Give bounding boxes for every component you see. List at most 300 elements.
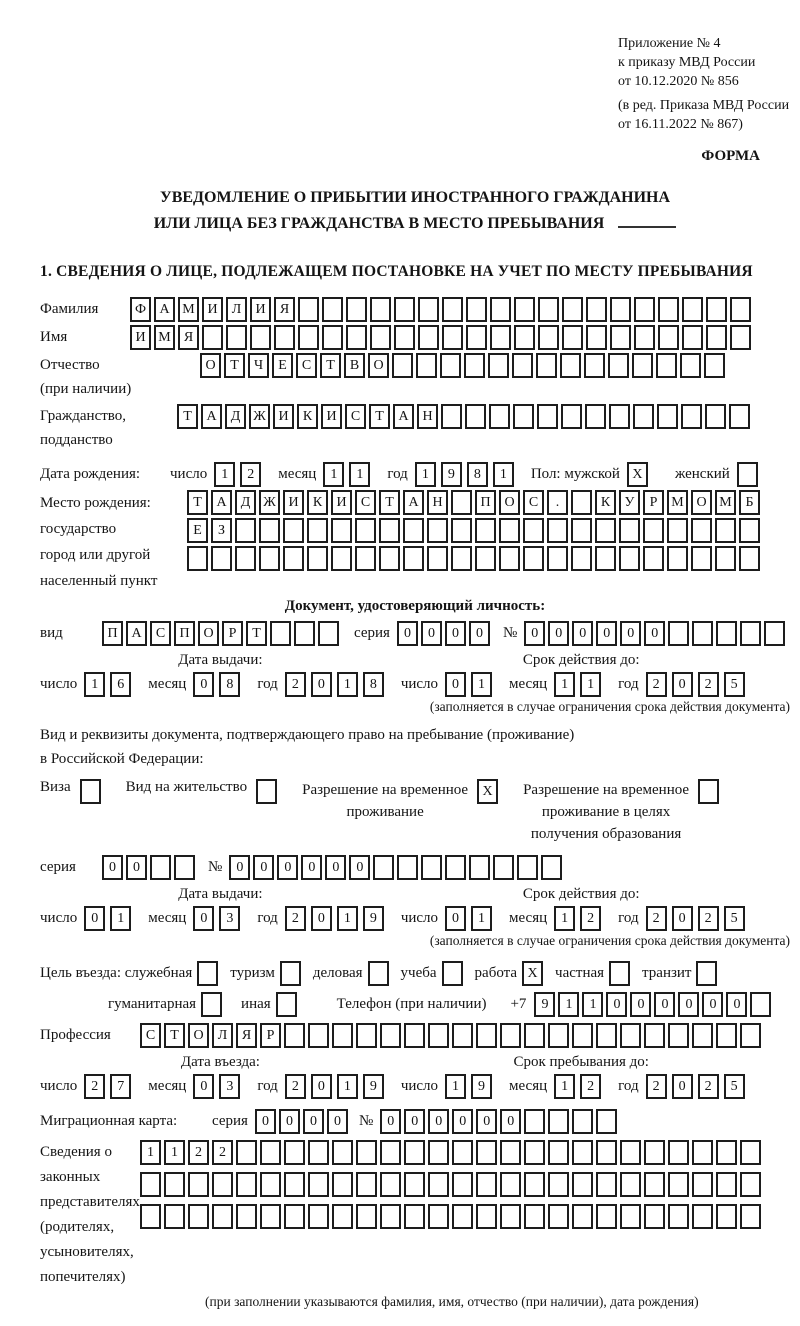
char-box[interactable] (475, 518, 496, 543)
char-box[interactable] (548, 1204, 569, 1229)
char-box[interactable] (452, 1172, 473, 1197)
char-box[interactable] (499, 518, 520, 543)
char-box[interactable] (392, 353, 413, 378)
char-box[interactable] (322, 297, 343, 322)
char-box[interactable] (620, 1023, 641, 1048)
char-box[interactable]: 0 (644, 621, 665, 646)
char-box[interactable]: З (211, 518, 232, 543)
char-box[interactable]: 1 (140, 1140, 161, 1165)
char-box[interactable] (373, 855, 394, 880)
char-box[interactable]: И (202, 297, 223, 322)
char-box[interactable]: Л (226, 297, 247, 322)
char-box[interactable] (260, 1172, 281, 1197)
char-box[interactable] (283, 546, 304, 571)
char-box[interactable] (322, 325, 343, 350)
char-box[interactable]: 0 (572, 621, 593, 646)
char-box[interactable]: 2 (188, 1140, 209, 1165)
char-box[interactable] (536, 353, 557, 378)
char-box[interactable] (692, 621, 713, 646)
char-box[interactable]: 8 (219, 672, 240, 697)
char-box[interactable] (308, 1204, 329, 1229)
char-box[interactable]: 0 (253, 855, 274, 880)
char-box[interactable] (475, 546, 496, 571)
char-box[interactable] (584, 353, 605, 378)
char-box[interactable]: 0 (84, 906, 105, 931)
char-box[interactable] (716, 1023, 737, 1048)
char-box[interactable]: 1 (323, 462, 344, 487)
char-box[interactable]: А (211, 490, 232, 515)
char-box[interactable]: 0 (469, 621, 490, 646)
char-box[interactable] (308, 1140, 329, 1165)
char-box[interactable]: Т (379, 490, 400, 515)
char-box[interactable]: И (283, 490, 304, 515)
char-box[interactable]: 2 (212, 1140, 233, 1165)
char-box[interactable] (284, 1023, 305, 1048)
char-box[interactable] (260, 1140, 281, 1165)
char-box[interactable]: С (345, 404, 366, 429)
char-box[interactable] (379, 518, 400, 543)
char-box[interactable] (451, 518, 472, 543)
char-box[interactable] (452, 1140, 473, 1165)
char-box[interactable]: Т (369, 404, 390, 429)
char-box[interactable]: . (547, 490, 568, 515)
char-box[interactable] (140, 1172, 161, 1197)
char-box[interactable]: О (691, 490, 712, 515)
char-box[interactable] (394, 297, 415, 322)
char-box[interactable] (609, 404, 630, 429)
char-box[interactable] (706, 297, 727, 322)
char-box[interactable] (370, 297, 391, 322)
char-box[interactable] (403, 518, 424, 543)
char-box[interactable]: П (102, 621, 123, 646)
char-box[interactable] (259, 546, 280, 571)
char-box[interactable]: Т (224, 353, 245, 378)
char-box[interactable] (737, 462, 758, 487)
char-box[interactable]: 0 (672, 672, 693, 697)
char-box[interactable] (619, 518, 640, 543)
char-box[interactable] (235, 518, 256, 543)
char-box[interactable]: 2 (580, 1074, 601, 1099)
char-box[interactable]: 9 (441, 462, 462, 487)
char-box[interactable]: Я (274, 297, 295, 322)
char-box[interactable] (730, 297, 751, 322)
char-box[interactable] (428, 1172, 449, 1197)
char-box[interactable] (608, 353, 629, 378)
char-box[interactable] (294, 621, 315, 646)
char-box[interactable] (595, 518, 616, 543)
char-box[interactable] (667, 546, 688, 571)
char-box[interactable] (633, 404, 654, 429)
char-box[interactable]: И (273, 404, 294, 429)
char-box[interactable] (548, 1109, 569, 1134)
char-box[interactable]: 5 (724, 906, 745, 931)
char-box[interactable] (632, 353, 653, 378)
char-box[interactable] (427, 546, 448, 571)
char-box[interactable] (644, 1172, 665, 1197)
char-box[interactable] (705, 404, 726, 429)
char-box[interactable]: Т (164, 1023, 185, 1048)
char-box[interactable]: 1 (554, 1074, 575, 1099)
char-box[interactable] (380, 1140, 401, 1165)
char-box[interactable]: 8 (363, 672, 384, 697)
char-box[interactable]: 0 (193, 672, 214, 697)
char-box[interactable]: Р (222, 621, 243, 646)
char-box[interactable]: 9 (534, 992, 555, 1017)
char-box[interactable]: 0 (102, 855, 123, 880)
char-box[interactable] (284, 1172, 305, 1197)
char-box[interactable] (691, 518, 712, 543)
char-box[interactable] (571, 490, 592, 515)
char-box[interactable]: Т (177, 404, 198, 429)
char-box[interactable]: 0 (303, 1109, 324, 1134)
char-box[interactable] (235, 546, 256, 571)
char-box[interactable] (560, 353, 581, 378)
char-box[interactable] (212, 1204, 233, 1229)
char-box[interactable] (236, 1140, 257, 1165)
char-box[interactable]: Н (417, 404, 438, 429)
char-box[interactable] (740, 1204, 761, 1229)
char-box[interactable]: Н (427, 490, 448, 515)
char-box[interactable]: 1 (337, 1074, 358, 1099)
char-box[interactable]: Р (643, 490, 664, 515)
char-box[interactable] (150, 855, 171, 880)
char-box[interactable] (586, 297, 607, 322)
char-box[interactable] (538, 325, 559, 350)
char-box[interactable] (80, 779, 101, 804)
char-box[interactable] (596, 1172, 617, 1197)
char-box[interactable] (493, 855, 514, 880)
char-box[interactable]: 2 (580, 906, 601, 931)
char-box[interactable]: X (627, 462, 648, 487)
char-box[interactable] (644, 1023, 665, 1048)
char-box[interactable] (466, 297, 487, 322)
char-box[interactable] (740, 621, 761, 646)
char-box[interactable] (572, 1109, 593, 1134)
char-box[interactable] (698, 779, 719, 804)
char-box[interactable]: 0 (548, 621, 569, 646)
char-box[interactable] (692, 1204, 713, 1229)
char-box[interactable]: 0 (500, 1109, 521, 1134)
char-box[interactable]: 1 (471, 906, 492, 931)
char-box[interactable] (572, 1140, 593, 1165)
char-box[interactable]: 0 (404, 1109, 425, 1134)
char-box[interactable]: 0 (193, 906, 214, 931)
char-box[interactable]: 2 (698, 906, 719, 931)
char-box[interactable] (397, 855, 418, 880)
char-box[interactable]: 3 (219, 906, 240, 931)
char-box[interactable] (524, 1140, 545, 1165)
char-box[interactable] (740, 1023, 761, 1048)
char-box[interactable] (197, 961, 218, 986)
char-box[interactable]: Е (272, 353, 293, 378)
char-box[interactable]: 1 (337, 906, 358, 931)
char-box[interactable]: 1 (84, 672, 105, 697)
char-box[interactable]: И (250, 297, 271, 322)
char-box[interactable] (260, 1204, 281, 1229)
char-box[interactable]: 0 (445, 621, 466, 646)
char-box[interactable] (331, 546, 352, 571)
char-box[interactable]: Ф (130, 297, 151, 322)
char-box[interactable]: 3 (219, 1074, 240, 1099)
char-box[interactable] (643, 546, 664, 571)
char-box[interactable] (524, 1172, 545, 1197)
char-box[interactable] (476, 1172, 497, 1197)
char-box[interactable]: Е (187, 518, 208, 543)
char-box[interactable]: И (130, 325, 151, 350)
char-box[interactable] (716, 1172, 737, 1197)
char-box[interactable] (548, 1140, 569, 1165)
char-box[interactable] (561, 404, 582, 429)
char-box[interactable] (523, 546, 544, 571)
char-box[interactable]: К (595, 490, 616, 515)
char-box[interactable] (658, 297, 679, 322)
char-box[interactable]: 0 (421, 621, 442, 646)
char-box[interactable] (716, 621, 737, 646)
char-box[interactable]: 1 (493, 462, 514, 487)
char-box[interactable] (595, 546, 616, 571)
char-box[interactable]: 0 (524, 621, 545, 646)
char-box[interactable]: Л (212, 1023, 233, 1048)
char-box[interactable] (355, 518, 376, 543)
char-box[interactable] (164, 1172, 185, 1197)
char-box[interactable] (188, 1204, 209, 1229)
char-box[interactable] (187, 546, 208, 571)
char-box[interactable] (585, 404, 606, 429)
char-box[interactable]: 2 (285, 1074, 306, 1099)
char-box[interactable] (259, 518, 280, 543)
char-box[interactable]: Ж (249, 404, 270, 429)
char-box[interactable]: 5 (724, 672, 745, 697)
char-box[interactable] (609, 961, 630, 986)
char-box[interactable] (332, 1140, 353, 1165)
char-box[interactable] (442, 297, 463, 322)
char-box[interactable]: 1 (415, 462, 436, 487)
char-box[interactable] (610, 297, 631, 322)
char-box[interactable] (318, 621, 339, 646)
char-box[interactable]: М (154, 325, 175, 350)
char-box[interactable] (691, 546, 712, 571)
char-box[interactable]: С (150, 621, 171, 646)
char-box[interactable] (404, 1172, 425, 1197)
char-box[interactable] (428, 1140, 449, 1165)
char-box[interactable]: 0 (445, 906, 466, 931)
char-box[interactable]: А (393, 404, 414, 429)
char-box[interactable]: П (475, 490, 496, 515)
char-box[interactable]: 0 (380, 1109, 401, 1134)
char-box[interactable] (394, 325, 415, 350)
char-box[interactable]: 0 (476, 1109, 497, 1134)
char-box[interactable] (380, 1172, 401, 1197)
char-box[interactable] (440, 353, 461, 378)
char-box[interactable] (514, 325, 535, 350)
char-box[interactable]: 0 (301, 855, 322, 880)
char-box[interactable] (596, 1109, 617, 1134)
char-box[interactable]: 0 (349, 855, 370, 880)
char-box[interactable]: 1 (580, 672, 601, 697)
char-box[interactable] (442, 325, 463, 350)
char-box[interactable] (730, 325, 751, 350)
char-box[interactable]: Я (236, 1023, 257, 1048)
char-box[interactable] (428, 1023, 449, 1048)
char-box[interactable]: 2 (646, 1074, 667, 1099)
char-box[interactable] (332, 1172, 353, 1197)
char-box[interactable] (283, 518, 304, 543)
char-box[interactable] (764, 621, 785, 646)
char-box[interactable] (740, 1140, 761, 1165)
char-box[interactable] (368, 961, 389, 986)
char-box[interactable]: 0 (672, 906, 693, 931)
char-box[interactable] (379, 546, 400, 571)
char-box[interactable] (596, 1023, 617, 1048)
char-box[interactable] (750, 992, 771, 1017)
char-box[interactable]: Д (225, 404, 246, 429)
char-box[interactable] (250, 325, 271, 350)
char-box[interactable]: Д (235, 490, 256, 515)
char-box[interactable] (562, 297, 583, 322)
char-box[interactable]: О (200, 353, 221, 378)
char-box[interactable]: 6 (110, 672, 131, 697)
char-box[interactable] (332, 1204, 353, 1229)
char-box[interactable] (256, 779, 277, 804)
char-box[interactable] (276, 992, 297, 1017)
char-box[interactable] (729, 404, 750, 429)
char-box[interactable]: 7 (110, 1074, 131, 1099)
char-box[interactable] (356, 1204, 377, 1229)
char-box[interactable] (140, 1204, 161, 1229)
char-box[interactable] (403, 546, 424, 571)
char-box[interactable] (668, 621, 689, 646)
char-box[interactable] (355, 546, 376, 571)
char-box[interactable] (682, 297, 703, 322)
char-box[interactable]: Ч (248, 353, 269, 378)
char-box[interactable]: 0 (327, 1109, 348, 1134)
char-box[interactable] (668, 1204, 689, 1229)
char-box[interactable] (416, 353, 437, 378)
char-box[interactable]: 1 (110, 906, 131, 931)
char-box[interactable] (620, 1140, 641, 1165)
char-box[interactable] (490, 297, 511, 322)
char-box[interactable] (308, 1023, 329, 1048)
char-box[interactable] (464, 353, 485, 378)
char-box[interactable]: О (198, 621, 219, 646)
char-box[interactable] (307, 518, 328, 543)
char-box[interactable]: 1 (471, 672, 492, 697)
char-box[interactable] (682, 325, 703, 350)
char-box[interactable]: К (307, 490, 328, 515)
char-box[interactable] (610, 325, 631, 350)
char-box[interactable] (547, 518, 568, 543)
char-box[interactable] (706, 325, 727, 350)
char-box[interactable] (517, 855, 538, 880)
char-box[interactable] (174, 855, 195, 880)
char-box[interactable]: П (174, 621, 195, 646)
char-box[interactable]: 0 (311, 1074, 332, 1099)
char-box[interactable]: 0 (620, 621, 641, 646)
char-box[interactable]: Я (178, 325, 199, 350)
char-box[interactable] (404, 1140, 425, 1165)
char-box[interactable] (380, 1023, 401, 1048)
char-box[interactable]: 0 (277, 855, 298, 880)
char-box[interactable]: 0 (702, 992, 723, 1017)
char-box[interactable] (346, 297, 367, 322)
char-box[interactable] (274, 325, 295, 350)
char-box[interactable]: 1 (582, 992, 603, 1017)
char-box[interactable] (476, 1023, 497, 1048)
char-box[interactable] (512, 353, 533, 378)
char-box[interactable] (404, 1204, 425, 1229)
char-box[interactable] (548, 1172, 569, 1197)
char-box[interactable]: 9 (363, 1074, 384, 1099)
char-box[interactable] (692, 1140, 713, 1165)
char-box[interactable] (280, 961, 301, 986)
char-box[interactable] (716, 1140, 737, 1165)
char-box[interactable]: 1 (349, 462, 370, 487)
char-box[interactable] (715, 518, 736, 543)
char-box[interactable] (356, 1172, 377, 1197)
char-box[interactable]: 0 (193, 1074, 214, 1099)
char-box[interactable] (524, 1204, 545, 1229)
char-box[interactable]: М (178, 297, 199, 322)
char-box[interactable]: У (619, 490, 640, 515)
char-box[interactable] (298, 325, 319, 350)
char-box[interactable]: X (522, 961, 543, 986)
char-box[interactable] (466, 325, 487, 350)
char-box[interactable]: Т (246, 621, 267, 646)
char-box[interactable]: О (499, 490, 520, 515)
char-box[interactable] (740, 1172, 761, 1197)
char-box[interactable]: 8 (467, 462, 488, 487)
char-box[interactable] (680, 353, 701, 378)
char-box[interactable] (500, 1140, 521, 1165)
char-box[interactable]: 9 (471, 1074, 492, 1099)
char-box[interactable] (716, 1204, 737, 1229)
char-box[interactable] (620, 1172, 641, 1197)
char-box[interactable] (284, 1204, 305, 1229)
char-box[interactable]: 0 (606, 992, 627, 1017)
char-box[interactable] (538, 297, 559, 322)
char-box[interactable] (476, 1204, 497, 1229)
char-box[interactable] (452, 1204, 473, 1229)
char-box[interactable] (188, 1172, 209, 1197)
char-box[interactable] (541, 855, 562, 880)
char-box[interactable] (644, 1140, 665, 1165)
char-box[interactable]: 1 (554, 672, 575, 697)
char-box[interactable] (404, 1023, 425, 1048)
char-box[interactable]: М (667, 490, 688, 515)
char-box[interactable]: Т (187, 490, 208, 515)
char-box[interactable]: 0 (428, 1109, 449, 1134)
char-box[interactable] (668, 1140, 689, 1165)
char-box[interactable]: 0 (229, 855, 250, 880)
char-box[interactable] (696, 961, 717, 986)
char-box[interactable]: 0 (255, 1109, 276, 1134)
char-box[interactable] (523, 518, 544, 543)
char-box[interactable] (499, 546, 520, 571)
char-box[interactable]: 1 (445, 1074, 466, 1099)
char-box[interactable]: 1 (554, 906, 575, 931)
char-box[interactable]: И (331, 490, 352, 515)
char-box[interactable]: О (188, 1023, 209, 1048)
char-box[interactable] (514, 297, 535, 322)
char-box[interactable]: Ж (259, 490, 280, 515)
char-box[interactable]: 1 (337, 672, 358, 697)
char-box[interactable]: С (523, 490, 544, 515)
char-box[interactable] (202, 325, 223, 350)
char-box[interactable]: 2 (646, 906, 667, 931)
char-box[interactable] (524, 1109, 545, 1134)
char-box[interactable] (445, 855, 466, 880)
char-box[interactable]: 0 (678, 992, 699, 1017)
